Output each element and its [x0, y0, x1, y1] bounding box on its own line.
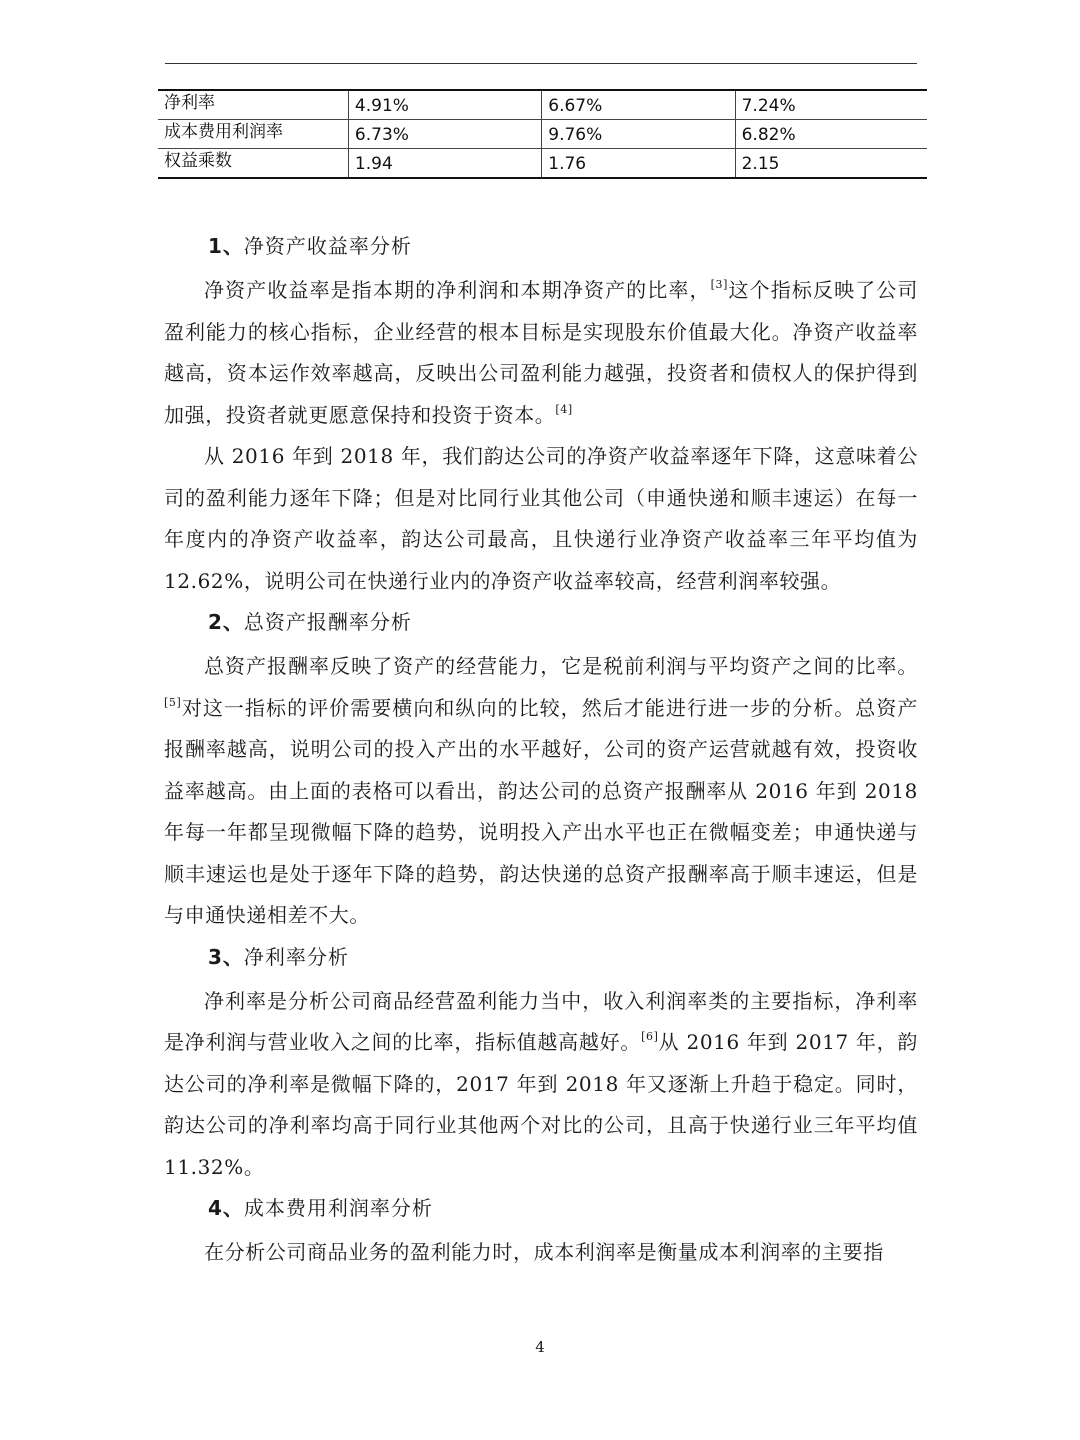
section-title: 净资产收益率分析	[243, 234, 412, 258]
paragraph-text: 净利率是分析公司商品经营盈利能力当中，收入利润率类的主要指标，净利率是净利润与营业收入之间的比率，指标值越高越好。	[164, 988, 918, 1054]
section-heading-net-margin	[164, 937, 918, 977]
paragraph	[164, 981, 918, 1189]
section-number: 1、	[208, 234, 244, 258]
table-cell: 9.76%	[542, 120, 735, 149]
paragraph-text: 对这一指标的评价需要横向和纵向的比较，然后才能进行进一步的分析。总资产报酬率越高，说明公司的投入产出的水平越好，公司的资产运营就越有效，投资收益率越高。由上面的表格可以看出，韵达公司的总资产报酬率从 2016 年到 2018 年每一年都呈现微幅下降的趋势，说明投入产出水平也正在微幅变差；申通快递与顺丰速运也是处于逐年下降的趋势，韵达快递的总资产报酬率高于顺丰速运，但是与申通快递相差不大。	[164, 695, 918, 927]
paragraph-text: 净资产收益率是指本期的净利润和本期净资产的比率，	[204, 278, 711, 302]
paragraph	[164, 646, 918, 937]
table-cell: 6.82%	[735, 120, 927, 149]
paragraph-text: 在分析公司商品业务的盈利能力时，成本利润率是衡量成本利润率的主要指	[204, 1240, 884, 1264]
table-cell: 6.67%	[542, 90, 735, 120]
header-rule	[165, 63, 917, 64]
table-row	[158, 90, 927, 120]
paragraph-text: 从 2016 年到 2017 年，韵达公司的净利率是微幅下降的，2017 年到 2018 年又逐渐上升趋于稳定。同时，韵达公司的净利率均高于同行业其他两个对比的公司，且高于快递行业三年平均值 11.32%。	[164, 1030, 918, 1179]
table-cell: 2.15	[735, 149, 927, 179]
paragraph-text: 从 2016 年到 2018 年，我们韵达公司的净资产收益率逐年下降，这意味着公司的盈利能力逐年下降；但是对比同行业其他公司（申通快递和顺丰速运）在每一年度内的净资产收益率，韵达公司最高，且快递行业净资产收益率三年平均值为 12.62%，说明公司在快递行业内的净资产收益率较高，经营利润率较强。	[164, 444, 918, 593]
body-content	[164, 226, 918, 1274]
section-number: 3、	[208, 944, 244, 969]
table-row	[158, 120, 927, 149]
paragraph	[164, 436, 918, 602]
table-cell: 1.94	[348, 149, 541, 179]
section-heading-roe	[164, 226, 918, 266]
section-number: 4、	[208, 1196, 244, 1220]
citation-ref: [3]	[710, 278, 729, 291]
paragraph-text: 总资产报酬率反映了资产的经营能力，它是税前利润与平均资产之间的比率。	[204, 654, 918, 678]
citation-ref: [4]	[555, 402, 573, 416]
table-row	[158, 149, 927, 179]
paragraph-text: 这个指标反映了公司盈利能力的核心指标，企业经营的根本目标是实现股东价值最大化。净资产收益率越高，资本运作效率越高，反映出公司盈利能力越强，投资者和债权人的保护得到加强，投资者就更愿意保持和投资于资本。	[164, 278, 918, 427]
citation-ref: [5]	[164, 695, 182, 709]
table-row-label: 净利率	[158, 90, 348, 120]
table-cell: 4.91%	[348, 90, 541, 120]
page-number: 4	[535, 1338, 545, 1356]
table-row-label: 成本费用利润率	[158, 120, 348, 149]
financial-ratio-table	[158, 89, 927, 179]
table-cell: 7.24%	[735, 90, 927, 120]
table-row-label: 权益乘数	[158, 149, 348, 179]
section-title: 成本费用利润率分析	[243, 1196, 433, 1220]
section-number: 2、	[208, 610, 244, 634]
section-heading-cost-profit	[164, 1188, 918, 1228]
table-cell: 6.73%	[348, 120, 541, 149]
section-heading-roa	[164, 602, 918, 642]
section-title: 总资产报酬率分析	[243, 610, 412, 634]
paragraph	[164, 270, 918, 436]
section-title: 净利率分析	[243, 944, 349, 969]
table-cell: 1.76	[542, 149, 735, 179]
paragraph	[164, 1232, 918, 1274]
citation-ref: [6]	[641, 1030, 659, 1043]
